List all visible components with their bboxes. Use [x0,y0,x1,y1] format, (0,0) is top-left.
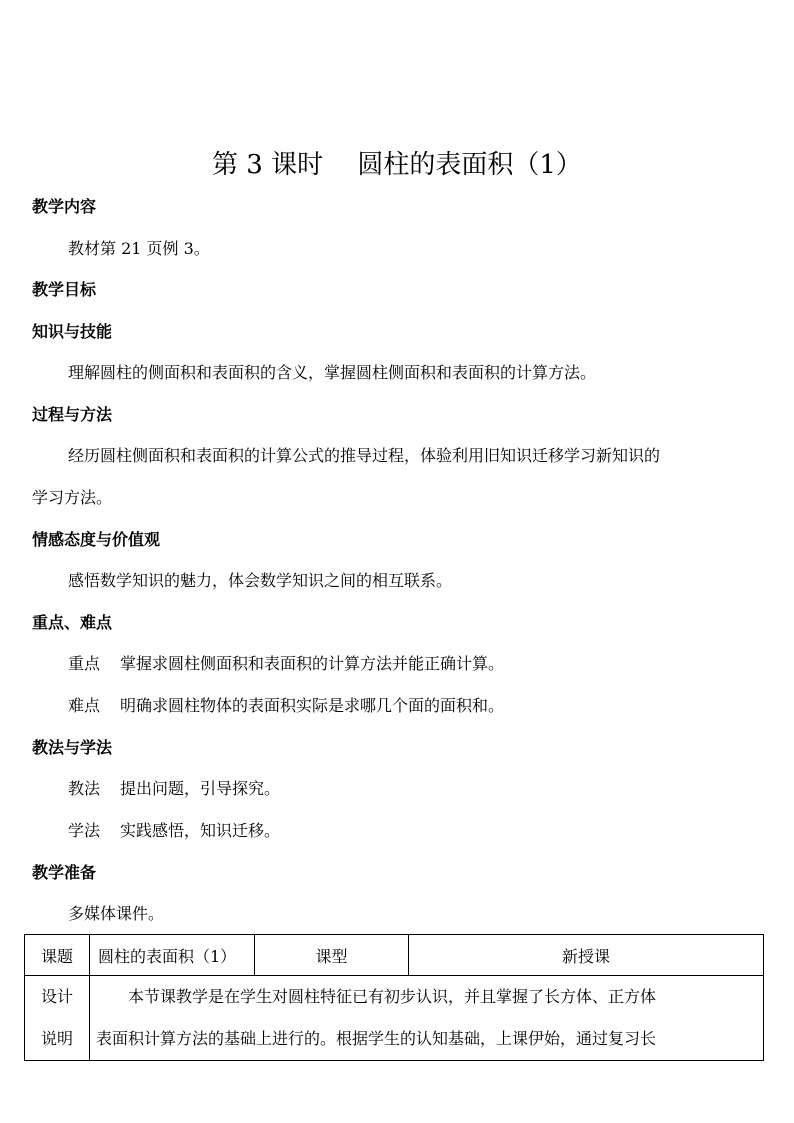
design-label-line-2: 说明 [40,1029,73,1048]
topic-value-cell: 圆柱的表面积（1） [90,935,255,976]
design-label-cell [25,976,90,1061]
type-value-cell: 新授课 [409,935,764,976]
knowledge-text: 理解圆柱的侧面积和表面积的含义，掌握圆柱侧面积和表面积的计算方法。 [68,363,597,382]
section-heading-preparation: 教学准备 [32,863,97,882]
key-point-text: 掌握求圆柱侧面积和表面积的计算方法并能正确计算。 [120,654,505,673]
key-point-row [68,652,766,676]
content-text: 教材第 21 页例 3。 [68,239,210,258]
process-text-line-2: 学习方法。 [32,488,113,507]
section-heading-content: 教学内容 [32,197,97,216]
section-heading-key-points: 重点、难点 [32,613,113,632]
learning-method-text: 实践感悟，知识迁移。 [120,821,281,840]
learning-method-row [68,819,766,843]
design-label-line-1: 设计 [40,987,73,1006]
preparation-text: 多媒体课件。 [68,904,165,923]
key-point-label: 重点 [68,654,101,673]
table-row [25,976,764,1061]
lesson-info-table [24,934,764,1061]
page-title: 第 3 课时 圆柱的表面积（1） [212,150,582,180]
teaching-method-text: 提出问题，引导探究。 [120,779,281,798]
table-row [25,935,764,976]
topic-label-cell: 课题 [25,935,90,976]
learning-method-label: 学法 [68,821,101,840]
section-heading-knowledge: 知识与技能 [32,322,113,341]
design-text-cell [90,976,764,1061]
process-text-line-1: 经历圆柱侧面积和表面积的计算公式的推导过程，体验利用旧知识迁移学习新知识的 [68,446,661,465]
design-text-line-1: 本节课教学是在学生对圆柱特征已有初步认识，并且掌握了长方体、正方体 [128,987,657,1006]
section-heading-methods: 教法与学法 [32,738,113,757]
type-label-cell: 课型 [255,935,409,976]
difficulty-row [68,694,766,718]
design-text-line-2: 表面积计算方法的基础上进行的。根据学生的认知基础，上课伊始，通过复习长 [96,1029,657,1048]
teaching-method-row [68,777,766,801]
emotion-text: 感悟数学知识的魅力，体会数学知识之间的相互联系。 [68,571,453,590]
section-heading-goals: 教学目标 [32,280,97,299]
difficulty-label: 难点 [68,696,101,715]
teaching-method-label: 教法 [68,779,101,798]
section-heading-emotion: 情感态度与价值观 [32,530,161,549]
section-heading-process: 过程与方法 [32,405,113,424]
difficulty-text: 明确求圆柱物体的表面积实际是求哪几个面的面积和。 [120,696,505,715]
